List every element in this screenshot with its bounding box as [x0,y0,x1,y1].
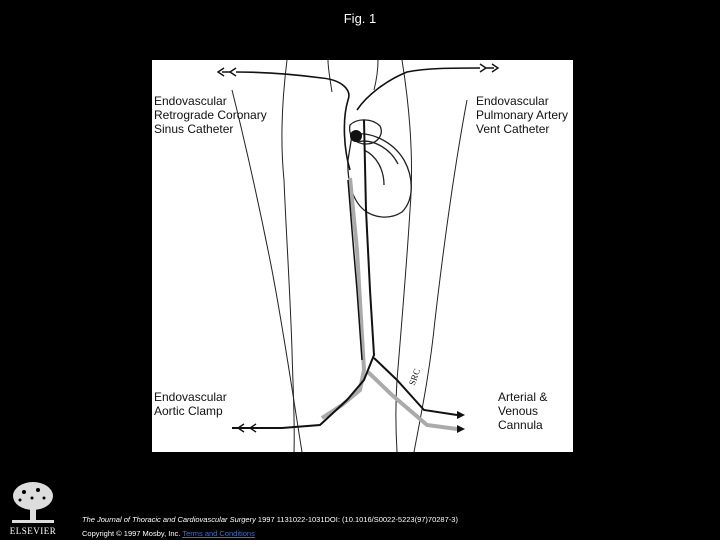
figure-title: Fig. 1 [343,11,377,26]
figure-illustration [152,60,573,452]
leg-outline-right [414,100,467,452]
neck-left [328,60,332,92]
artist-signature: SRC [406,367,423,387]
cannula-arrow-tips [457,411,465,433]
connector-left-top [218,68,236,76]
pulmonary-catheter-line [357,68,480,110]
terms-and-conditions-link[interactable]: Terms and Conditions [182,529,255,538]
journal-name: The Journal of Thoracic and Cardiovascular Surgery [82,515,256,524]
elsevier-logo-text: ELSEVIER [9,526,57,536]
copyright [82,529,255,538]
label-retrograde-coronary-sinus-catheter: Endovascular Retrograde Coronary Sinus Catheter [154,94,267,136]
label-aortic-clamp: Endovascular Aortic Clamp [154,390,227,418]
neck-right [374,60,378,90]
copyright-text: Copyright © 1997 Mosby, Inc. [82,529,183,538]
label-pulmonary-artery-vent-catheter: Endovascular Pulmonary Artery Vent Catheter [476,94,569,136]
leg-outline-left [232,90,302,452]
citation [82,515,458,524]
citation-details: 1997 1131022-1031DOI: (10.1016/S0022-5223(97)70287-3) [255,515,458,524]
label-arterial-venous-cannula: Arterial & Venous Cannula [498,390,548,432]
connector-right-top [480,64,498,72]
aortic-catheter-line [232,120,374,428]
coronary-sinus-balloon [350,130,362,142]
